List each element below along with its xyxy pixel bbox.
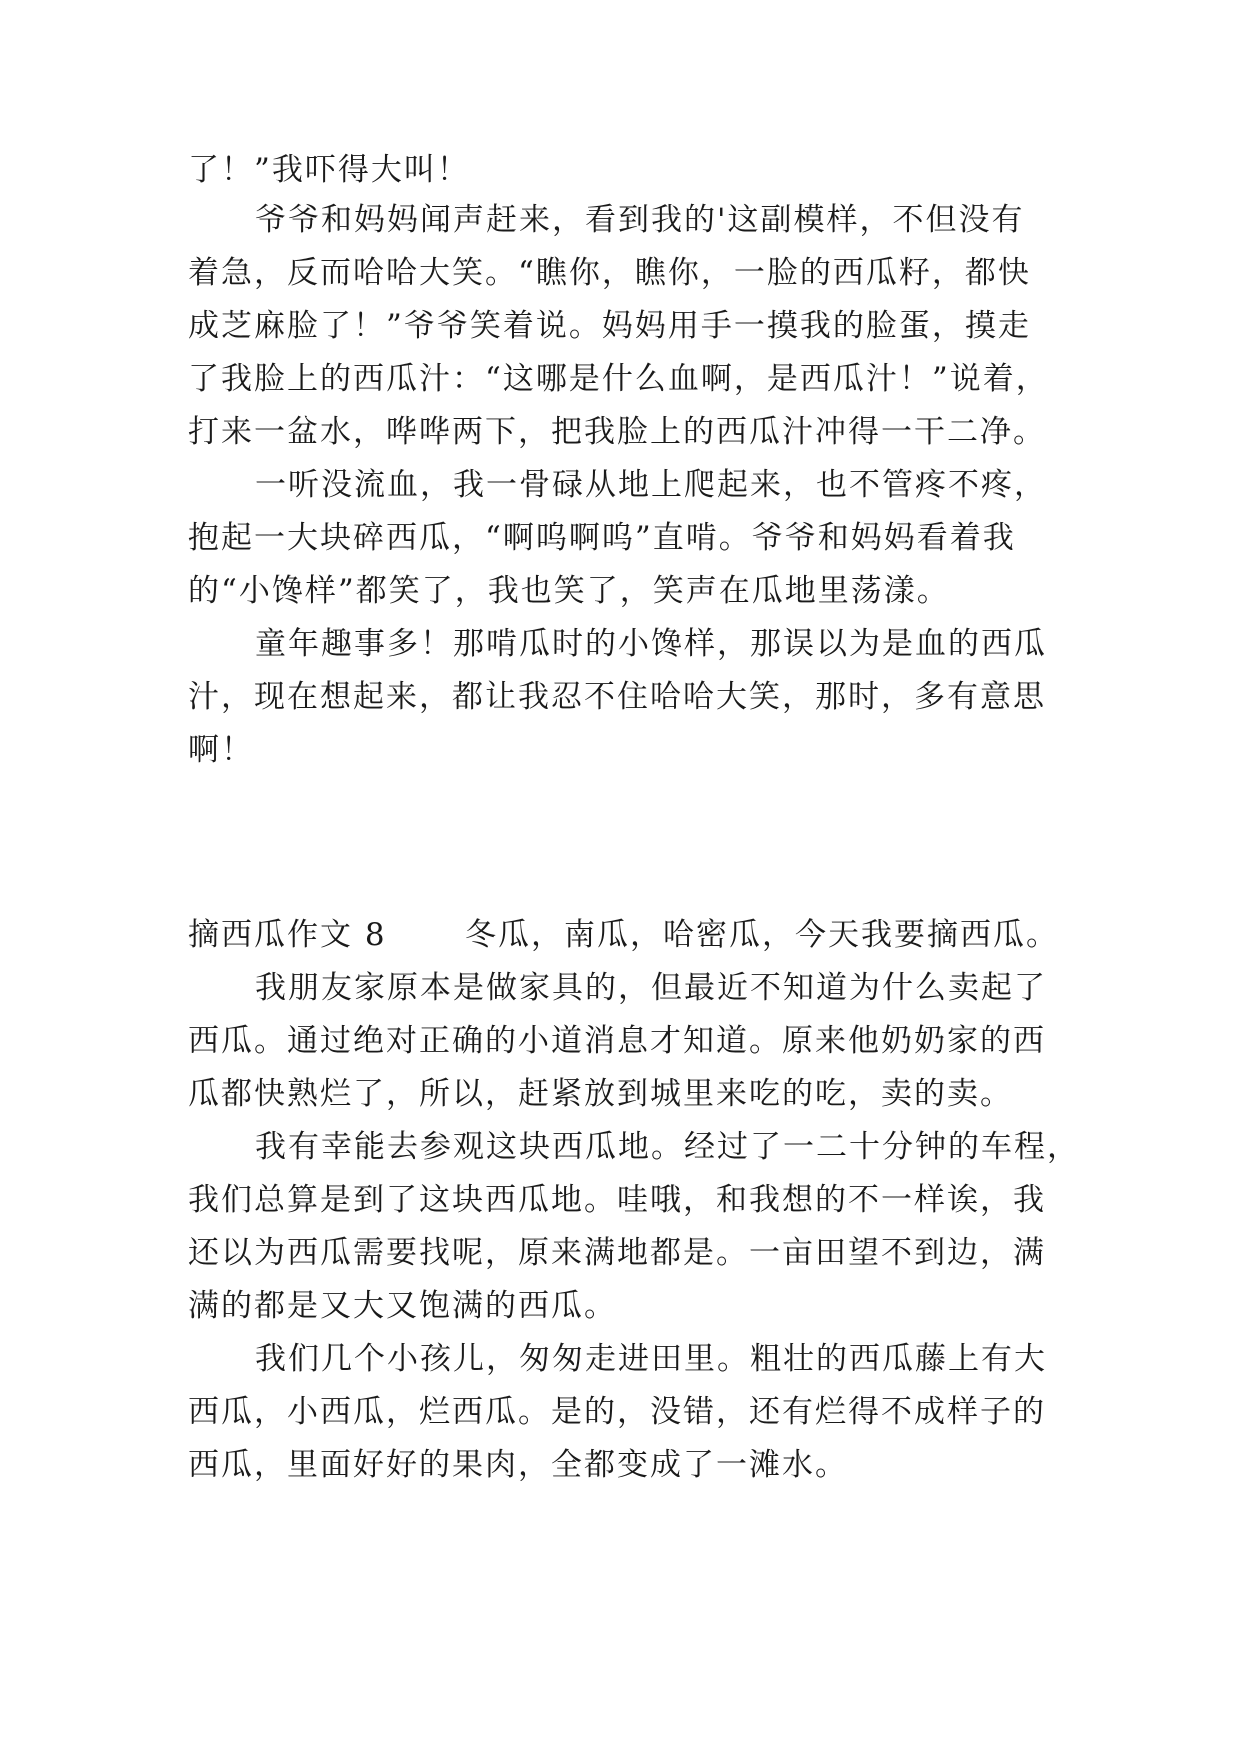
text-line: 打来一盆水，哗哗两下，把我脸上的西瓜汁冲得一干二净。 <box>188 414 1046 450</box>
text-line: 瓜都快熟烂了，所以，赶紧放到城里来吃的吃，卖的卖。 <box>188 1076 1013 1112</box>
essay-title: 摘西瓜作文 8 <box>188 917 387 953</box>
paragraph-first-line: 一听没流血，我一骨碌从地上爬起来，也不管疼不疼， <box>255 467 1047 503</box>
text-line: 满的都是又大又饱满的西瓜。 <box>188 1288 617 1324</box>
paragraph-first-line: 我有幸能去参观这块西瓜地。经过了一二十分钟的车程， <box>255 1129 1080 1165</box>
text-line: 还以为西瓜需要找呢，原来满地都是。一亩田望不到边，满 <box>188 1235 1046 1271</box>
text-line: 抱起一大块碎西瓜，“啊呜啊呜”直啃。爷爷和妈妈看着我 <box>188 520 1016 556</box>
paragraph-first-line: 童年趣事多！那啃瓜时的小馋样，那误以为是血的西瓜 <box>255 626 1047 662</box>
paragraph-first-line: 我们几个小孩儿，匆匆走进田里。粗壮的西瓜藤上有大 <box>255 1341 1047 1377</box>
text-line: 啊！ <box>188 732 254 768</box>
text-line: 汁，现在想起来，都让我忍不住哈哈大笑，那时，多有意思 <box>188 679 1046 715</box>
essay-lead-sentence: 冬瓜，南瓜，哈密瓜，今天我要摘西瓜。 <box>465 917 1059 953</box>
text-line: 了！”我吓得大叫！ <box>188 152 470 188</box>
text-line: 西瓜，小西瓜，烂西瓜。是的，没错，还有烂得不成样子的 <box>188 1394 1046 1430</box>
text-line: 我们总算是到了这块西瓜地。哇哦，和我想的不一样诶，我 <box>188 1182 1046 1218</box>
text-line: 西瓜。通过绝对正确的小道消息才知道。原来他奶奶家的西 <box>188 1023 1046 1059</box>
text-line: 成芝麻脸了！”爷爷笑着说。妈妈用手一摸我的脸蛋，摸走 <box>188 308 1031 344</box>
text-line: 了我脸上的西瓜汁：“这哪是什么血啊，是西瓜汁！”说着， <box>188 361 1049 397</box>
text-line: 着急，反而哈哈大笑。“瞧你，瞧你，一脸的西瓜籽，都快 <box>188 255 1031 291</box>
text-line: 的“小馋样”都笑了，我也笑了，笑声在瓜地里荡漾。 <box>188 573 950 609</box>
paragraph-first-line: 爷爷和妈妈闻声赶来，看到我的'这副模样，不但没有 <box>255 202 1025 238</box>
text-line: 西瓜，里面好好的果肉，全都变成了一滩水。 <box>188 1447 848 1483</box>
paragraph-first-line: 我朋友家原本是做家具的，但最近不知道为什么卖起了 <box>255 970 1047 1006</box>
